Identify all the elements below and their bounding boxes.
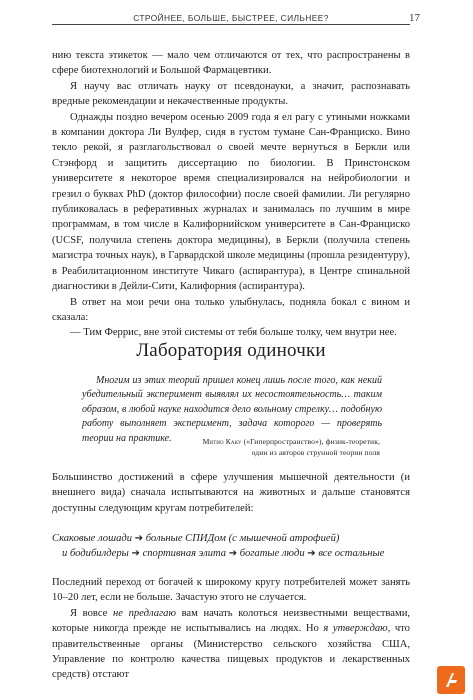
section-title: Лаборатория одиночки bbox=[136, 340, 326, 361]
body-text-continued bbox=[52, 575, 410, 683]
chain-line-1 bbox=[52, 531, 410, 546]
text-run: что правительственные органы (Министерство сельского хозяйства США, Управление по контролю качества пищевых продуктов и лекарственных средств) отстают bbox=[52, 623, 410, 681]
header-rule bbox=[52, 24, 410, 25]
paragraph: нию текста этикеток — мало чем отличаются от тех, что распространены в сфере биотехнологий и Большой Фармацевтики. bbox=[52, 50, 410, 77]
chain-item: и бодибилдеры bbox=[62, 548, 129, 560]
chain-item: больные СПИДом (с мышечной атрофией) bbox=[145, 533, 340, 544]
chain-item: богатые люди bbox=[239, 548, 305, 560]
chain-item: Скаковые лошади bbox=[52, 533, 133, 544]
text-run: Я вовсе bbox=[70, 607, 108, 619]
attribution-work: («Гиперпространство»), физик-теоретик, bbox=[243, 437, 380, 446]
litres-logo-icon bbox=[437, 666, 465, 694]
attribution-line-2: один из авторов струнной теории поля bbox=[251, 447, 380, 457]
logo-glyph bbox=[442, 671, 460, 689]
paragraph: Последний переход от богачей к широкому кругу потребителей может занять 10–20 лет, если не больше. Зачастую этого не случается. bbox=[52, 577, 410, 604]
paragraph: — Тим Феррис, вне этой системы от тебя больше толку, чем внутри нее. bbox=[70, 327, 397, 339]
text-run: вам начать колоться неизвестными веществами, которые никогда прежде не испытывались на людях. Но bbox=[52, 607, 411, 635]
paragraph: Большинство достижений в сфере улучшения мышечной деятельности (и внешнего вида) сначала испытываются на животных и дальше становятся доступны следующим кругам потребителей: bbox=[52, 472, 410, 514]
arrow-right-icon: ➔ bbox=[228, 548, 238, 560]
intro-text bbox=[52, 48, 410, 341]
paragraph: Я научу вас отличать науку от псевдонауки, а значит, распознавать вредные рекомендации и некачественные продукты. bbox=[52, 80, 410, 108]
arrow-right-icon: ➔ bbox=[307, 548, 316, 560]
emphasis: я утверждаю, bbox=[323, 623, 391, 635]
attribution-line-1 bbox=[120, 437, 380, 448]
epigraph-text: Многим из этих теорий пришел конец лишь после того, как некий убедительный эксперимент выявлял их несостоятельность… таким образом, в любой науке находится дело вольному стрелку… подобную работу выполняет эксперимент, задача которого — проверять теории на практике. bbox=[82, 375, 382, 444]
page-number: 17 bbox=[409, 12, 420, 24]
chain-line-2 bbox=[52, 546, 410, 561]
chain-item: все остальные bbox=[318, 548, 385, 560]
arrow-right-icon: ➔ bbox=[131, 548, 140, 560]
arrow-right-icon: ➔ bbox=[134, 533, 144, 544]
progression-chain bbox=[52, 531, 410, 562]
attribution-author: Митио Каку bbox=[202, 437, 242, 446]
paragraph: В ответ на мои речи она только улыбнулась, подняла бокал с вином и сказала: bbox=[52, 296, 410, 323]
emphasis: не предлагаю bbox=[113, 607, 176, 619]
paragraph: Однажды поздно вечером осенью 2009 года я ел рагу с утиными ножками в компании доктора Ли Вулфер, сидя в густом тумане Сан-Франциско. Вино текло рекой, я разглагольствовал о своей мечте вернуться в Беркли или Стэнфорд и защитить диссертацию по биологии. В Принстонском университете я некоторое время специализировался на нейробиологии и грезил о буквах PhD (доктор философии) после своей фамилии. Ли регулярно публиковалась в реферативных журналах и занималась по лучшим в мире программам, в том числе в Калифорнийском университете в Сан-Франциско (UCSF, получила степень доктора медицины), в Беркли (получила степень магистра точных наук), в Гарвардской школе медицины (прошла резидентуру), в Реабилитационном институте Чикаго (аспирантура), в Центре спинальной диагностики в Дейли-Сити, Калифорния (аспирантура). bbox=[52, 111, 410, 293]
chain-item: спортивная элита bbox=[142, 548, 227, 560]
running-head: СТРОЙНЕЕ, БОЛЬШЕ, БЫСТРЕЕ, СИЛЬНЕЕ? bbox=[133, 13, 329, 23]
page-header bbox=[0, 0, 473, 40]
body-text bbox=[52, 470, 410, 516]
paragraph bbox=[52, 606, 410, 683]
epigraph bbox=[82, 374, 382, 446]
epigraph-attribution bbox=[120, 437, 380, 459]
